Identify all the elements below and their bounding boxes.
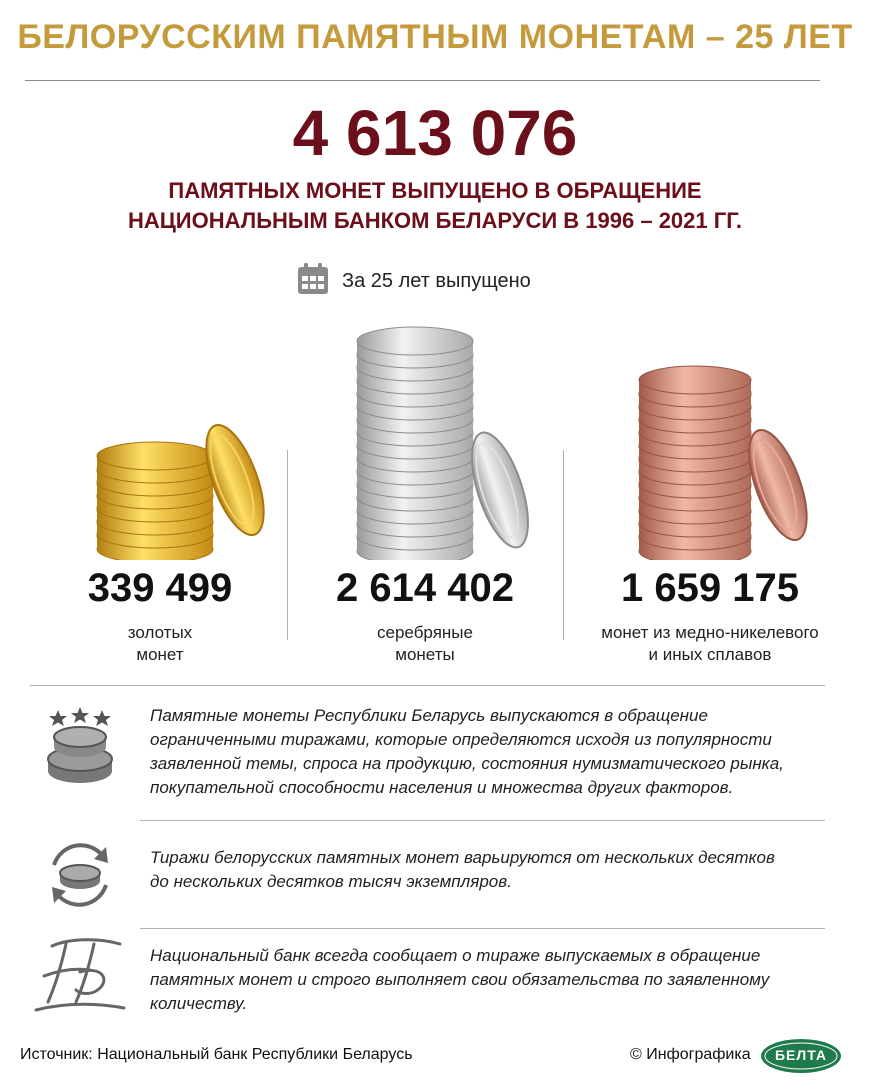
copper-label-line-2: и иных сплавов (648, 645, 772, 664)
coin-face (97, 442, 213, 470)
section-divider-3 (140, 928, 825, 929)
subtitle-line-2: НАЦИОНАЛЬНЫМ БАНКОМ БЕЛАРУСИ В 1996 – 2021 ГГ. (127, 208, 743, 233)
gold-label-line-2: монет (136, 645, 184, 664)
source-note: Источник: Национальный банк Республики Беларусь (20, 1046, 413, 1063)
copper-count: 1 659 175 (621, 566, 799, 610)
total-count: 4 613 076 (292, 97, 578, 169)
silver-count: 2 614 402 (336, 566, 514, 610)
fact-1-line: Памятные монеты Республики Беларусь выпускаются в обращение (150, 706, 708, 725)
subtitle-line-1: ПАМЯТНЫХ МОНЕТ ВЫПУЩЕНО В ОБРАЩЕНИЕ (168, 178, 702, 203)
period-label: За 25 лет выпущено (342, 270, 531, 292)
fact-1-line: заявленной темы, спроса на продукцию, состояния нумизматического рынка, (150, 754, 784, 773)
fact-1-line: ограниченными тиражами, которые определяются исходя из популярности (150, 730, 772, 749)
column-divider-2 (563, 450, 564, 640)
fact-3-line: Национальный банк всегда сообщает о тираже выпускаемых в обращение (150, 946, 761, 965)
cycle-coins-icon (40, 835, 120, 915)
belta-logo (760, 1038, 842, 1074)
copper-label-line-1: монет из медно-никелевого (601, 623, 819, 642)
silver-label-line-1: серебряные (377, 623, 473, 642)
silver-label-line-2: монеты (395, 645, 455, 664)
page-title: БЕЛОРУССКИМ ПАМЯТНЫМ МОНЕТАМ – 25 ЛЕТ (17, 18, 853, 56)
title-divider (25, 80, 820, 81)
fact-2-text (150, 846, 840, 894)
coin-face (357, 327, 473, 355)
fact-2-line: Тиражи белорусских памятных монет варьируются от нескольких десятков (150, 848, 775, 867)
gold-label-line-1: золотых (127, 623, 193, 642)
copper-coins-stack (620, 355, 820, 560)
calendar-icon (296, 262, 330, 296)
section-divider-2 (140, 820, 825, 821)
gold-coins-stack (80, 410, 280, 560)
coin-face (639, 366, 751, 394)
fact-3-line: количеству. (150, 994, 248, 1013)
stars-coins-icon (40, 705, 120, 790)
gold-count: 339 499 (87, 566, 233, 610)
belta-logo-text: БЕЛТА (774, 1047, 827, 1063)
fact-2-line: до нескольких десятков тысяч экземпляров. (150, 872, 512, 891)
fact-3-text (150, 944, 840, 1016)
nb-monogram-icon (30, 932, 130, 1022)
fact-1-text (150, 704, 840, 800)
section-divider-1 (30, 685, 825, 686)
silver-coins-stack (340, 315, 540, 560)
column-divider-1 (287, 450, 288, 640)
fact-3-line: памятных монет и строго выполняет свои обязательства по заявленному (150, 970, 770, 989)
copyright-note: © Инфографика (630, 1046, 751, 1063)
fact-1-line: покупательной способности населения и множества других факторов. (150, 778, 734, 797)
